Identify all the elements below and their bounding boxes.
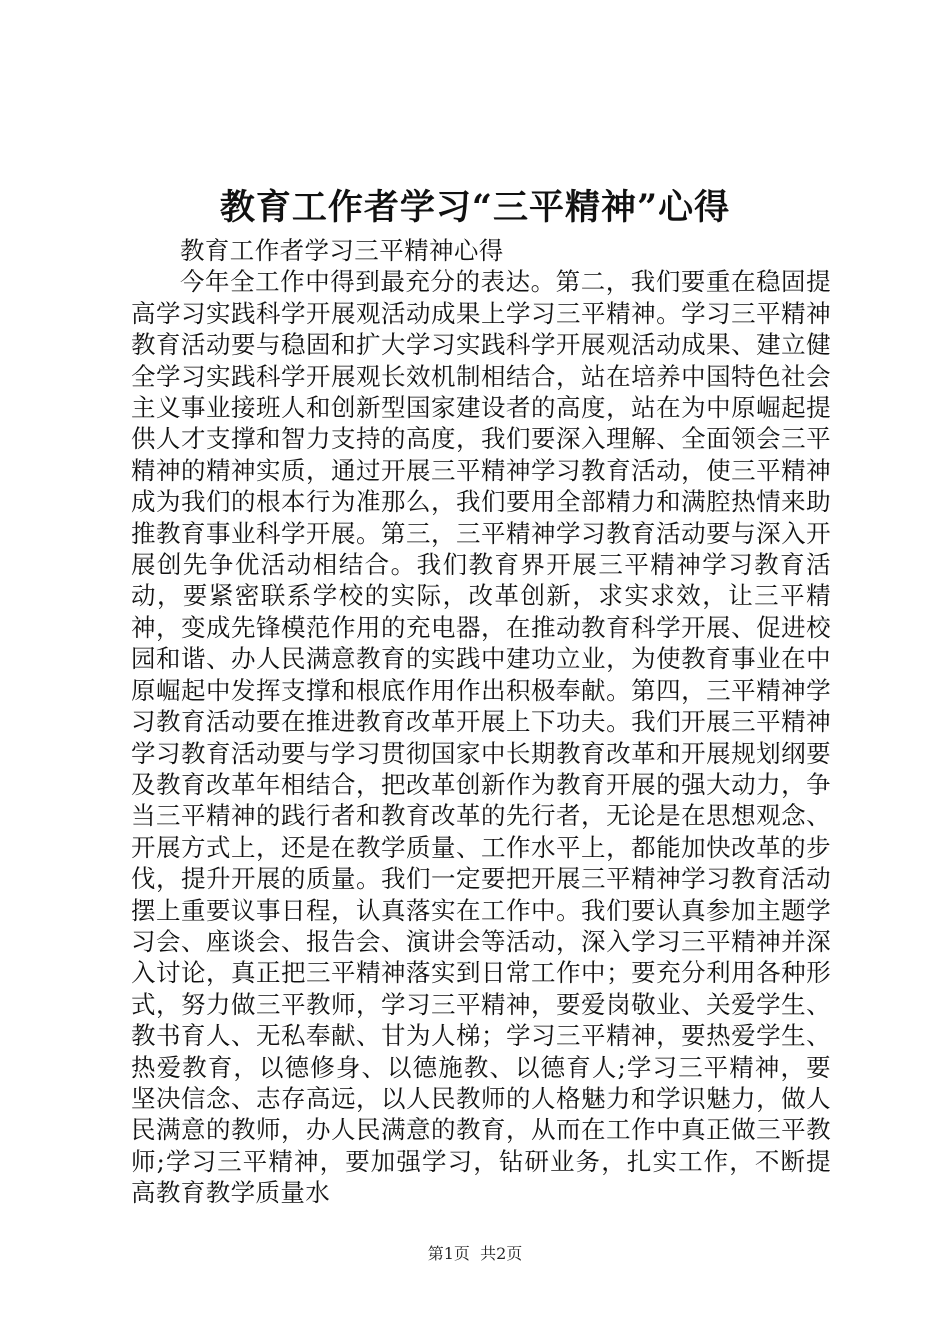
- page-total: 共2页: [480, 1244, 523, 1263]
- document-title: 教育工作者学习“三平精神”心得: [219, 187, 731, 228]
- page-footer: [0, 1244, 950, 1264]
- page-number: 第1页: [427, 1244, 470, 1263]
- body-paragraph: 今年全工作中得到最充分的表达。第二，我们要重在稳固提高学习实践科学开展观活动成果上学习三平精神。学习三平精神教育活动要与稳固和扩大学习实践科学开展观活动成果、建立健全学习实践科学开展观长效机制相结合，站在培养中国特色社会主义事业接班人和创新型国家建设者的高度，站在为中原崛起提供人才支撑和智力支持的高度，我们要深入理解、全面领会三平精神的精神实质，通过开展三平精神学习教育活动，使三平精神成为我们的根本行为准那么，我们要用全部精力和满腔热情来助推教育事业科学开展。第三，三平精神学习教育活动要与深入开展创先争优活动相结合。我们教育界开展三平精神学习教育活动，要紧密联系学校的实际，改革创新，求实求效，让三平精神，变成先锋模范作用的充电器，在推动教育科学开展、促进校园和谐、办人民满意教育的实践中建功立业，为使教育事业在中原崛起中发挥支撑和根底作用作出积极奉献。第四，三平精神学习教育活动要在推进教育改革开展上下功夫。我们开展三平精神学习教育活动要与学习贯彻国家中长期教育改革和开展规划纲要及教育改革年相结合，把改革创新作为教育开展的强大动力，争当三平精神的践行者和教育改革的先行者，无论是在思想观念、开展方式上，还是在教学质量、工作水平上，都能加快改革的步伐，提升开展的质量。我们一定要把开展三平精神学习教育活动摆上重要议事日程，认真落实在工作中。我们要认真参加主题学习会、座谈会、报告会、演讲会等活动，深入学习三平精神并深入讨论，真正把三平精神落实到日常工作中；要充分利用各种形式，努力做三平教师，学习三平精神，要爱岗敬业、关爱学生、教书育人、无私奉献、甘为人梯；学习三平精神，要热爱学生、热爱教育，以德修身、以德施教、以德育人;学习三平精神，要坚决信念、志存高远，以人民教师的人格魅力和学识魅力，做人民满意的教师，办人民满意的教育，从而在工作中真正做三平教师;学习三平精神，要加强学习，钻研业务，扎实工作，不断提高教育教学质量水: [131, 267, 831, 1208]
- document-body: [131, 235, 831, 1209]
- subtitle-paragraph: 教育工作者学习三平精神心得: [180, 236, 504, 265]
